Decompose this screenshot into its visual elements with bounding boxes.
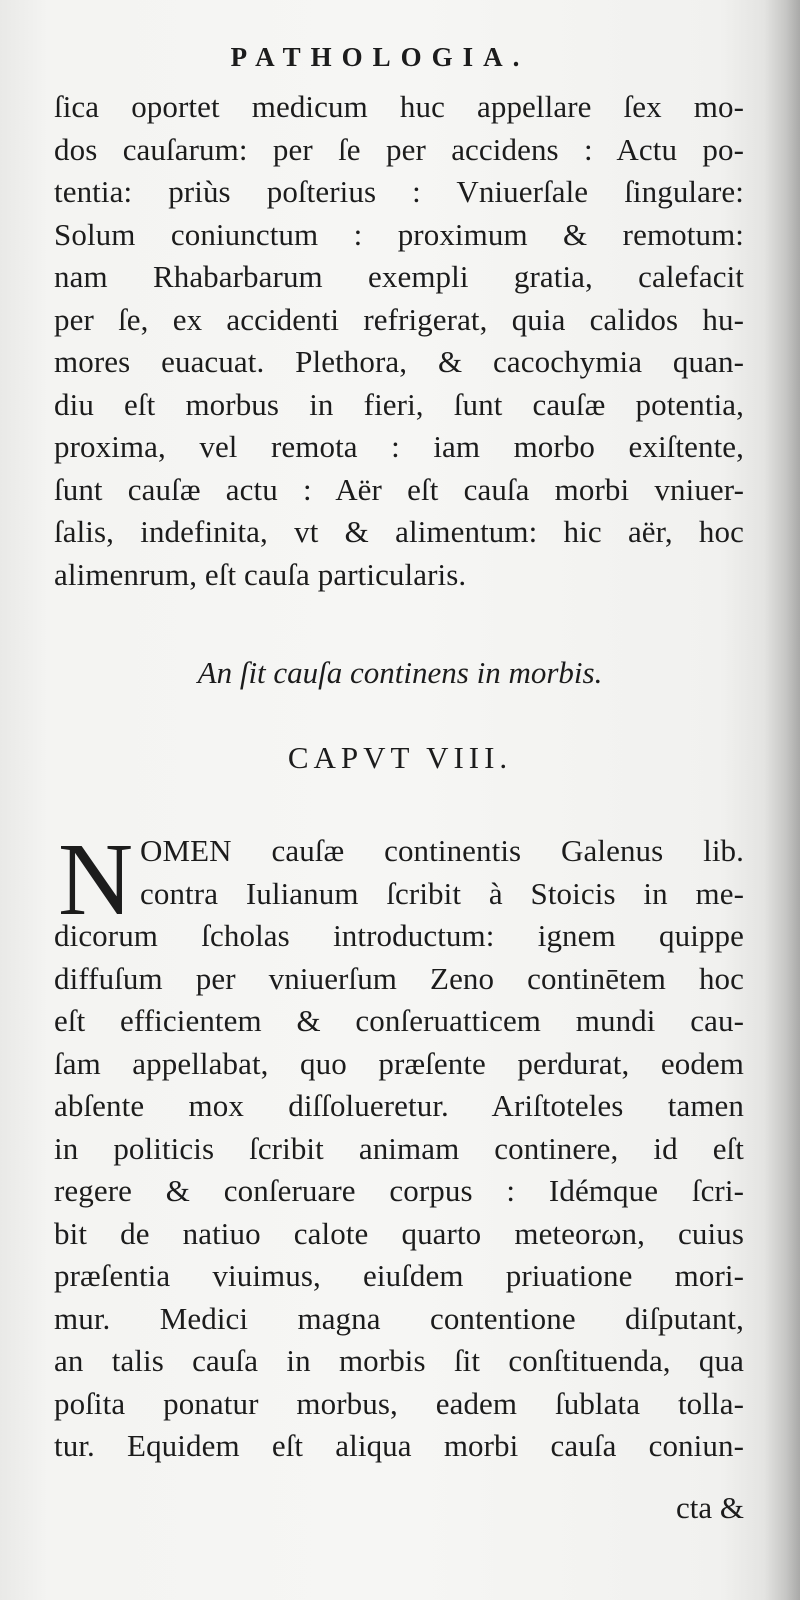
- text-line: ſunt cauſæ actu : Aër eſt cauſa morbi vniuer-: [54, 471, 744, 507]
- text-line: præſentia viuimus, eiuſdem priuatione mori-: [54, 1258, 744, 1293]
- text-line: dos cauſarum: per ſe per accidens : Actu po-: [54, 131, 744, 167]
- running-head: PATHOLOGIA.: [230, 42, 530, 72]
- spine-shadow: [764, 0, 800, 1600]
- chapter-heading: CAPVT VIII.: [287, 740, 513, 775]
- catchword: cta &: [676, 1490, 744, 1525]
- text-line: eſt efficientem & conſeruatticem mundi cau-: [54, 1003, 744, 1038]
- text-line: tentia: priùs poſterius : Vniuerſale ſingulare:: [54, 174, 744, 209]
- chapter-paragraph-indented: [140, 830, 744, 915]
- text-line: in politicis ſcribit animam continere, id eſt: [54, 1130, 744, 1166]
- text-line: proxima, vel remota : iam morbo exiſtente,: [54, 429, 744, 464]
- text-line: bit de natiuo calote quarto meteorωn, cuius: [54, 1215, 744, 1251]
- text-line: ſam appellabat, quo præſente perdurat, eodem: [54, 1045, 744, 1081]
- text-line: contra Iulianum ſcribit à Stoicis in me-: [140, 875, 744, 911]
- text-line: nam Rhabarbarum exempli gratia, calefacit: [54, 259, 744, 294]
- section-title: An ſit cauſa continens in morbis.: [197, 655, 603, 690]
- text-line: regere & conſeruare corpus : Idémque ſcri-: [54, 1173, 744, 1208]
- text-line: poſita ponatur morbus, eadem ſublata tolla-: [54, 1385, 744, 1421]
- text-line: tur. Equidem eſt aliqua morbi cauſa coniun-: [54, 1428, 744, 1463]
- text-line: mores euacuat. Plethora, & cacochymia quan-: [54, 344, 744, 379]
- text-line: per ſe, ex accidenti refrigerat, quia calidos hu-: [54, 301, 744, 337]
- text-line: diu eſt morbus in fieri, ſunt cauſæ potentia,: [54, 386, 744, 422]
- text-line: alimenrum, eſt cauſa particularis.: [54, 556, 467, 592]
- text-line: dicorum ſcholas introductum: ignem quippe: [54, 918, 744, 953]
- text-line: an talis cauſa in morbis ſit conſtituenda, qua: [54, 1343, 744, 1378]
- text-line: OMEN cauſæ continentis Galenus lib.: [140, 833, 744, 868]
- text-line: diffuſum per vniuerſum Zeno continētem hoc: [54, 960, 744, 996]
- text-line: ſica oportet medicum huc appellare ſex mo-: [54, 89, 744, 124]
- text-line: Solum coniunctum : proximum & remotum:: [54, 216, 744, 252]
- drop-cap: N: [58, 822, 134, 937]
- text-line: abſente mox diſſolueretur. Ariſtoteles tamen: [54, 1088, 744, 1123]
- text-line: mur. Medici magna contentione diſputant,: [54, 1300, 744, 1336]
- text-line: ſalis, indefinita, vt & alimentum: hic aër, hoc: [54, 514, 744, 549]
- chapter-paragraph: [54, 915, 744, 1468]
- top-paragraph: [54, 86, 744, 596]
